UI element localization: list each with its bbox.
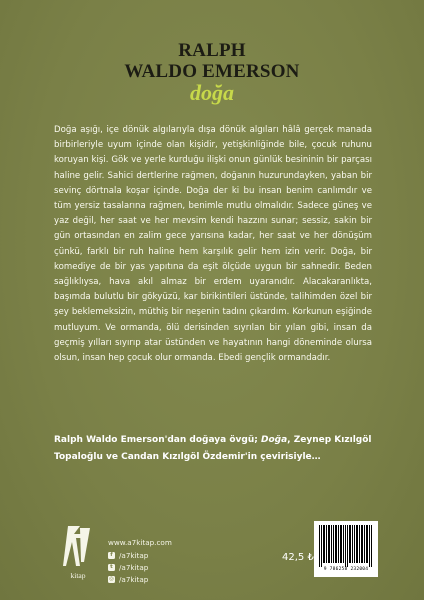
closing-part2: , Zeynep Kızılgöl Topaloğlu ve Candan Kızılgöl Özdemir'in çevirisiyle… — [54, 435, 372, 462]
barcode-number: 9 786258 232004 — [323, 567, 369, 572]
blurb-text: Doğa aşığı, içe dönük algılarıyla dışa dönük algıları hâlâ gerçek manada birbirleriyle uyum içinde olan kişidir, yetişkinliğinde bile, çocuk ruhunu koruyan kişi. Gök ve yerle kurduğu ilişki onun günlük besininin bir parçası haline gelir. Sahici dertlerine rağmen, doğanın huzurundayken, yaban bir sevinç dörtnala koşar içinde. Doğa der ki bu insan benim canlımdır ve tüm yersiz tasalarına rağmen, benimle mutlu olmalıdır. Sadece güneş ve yaz değil, her saat ve her mevsim kendi hazzını sunar; sessiz, sakin bir gün ortasından en zalim gece yarısına kadar, her saat ve her dönüşüm çünkü, farklı bir ruh haline hem karşılık gelir hem izin verir. Doğa, bir komediye de bir yas yapıtına da eşit ölçüde uygun bir sahnedir. Beden sağlıklıysa, hava akıl almaz bir erdem uyaranıdır. Alacakaranlıkta, başımda bulutlu bir gökyüzü, kar birikintileri üstünde, talihimden özel bir şey beklemeksizin, müthiş bir neşenin tadını çıkardım. Korkunun eşiğinde mutluyum. Ve ormanda, ölü derisinden sıyrılan bir yılan gibi, insan da geçmiş yılları sıyırıp atar üstünden ve hayatının hangi döneminde olursa olsun, insan hep çocuk olur ormanda. Ebedi gençlik ormandadır. — [54, 125, 372, 364]
twitter-link[interactable] — [108, 563, 148, 572]
book-title: doğa — [190, 80, 234, 105]
facebook-icon: f — [108, 552, 115, 559]
facebook-handle: /a7kitap — [119, 551, 149, 560]
closing-title: Doğa — [261, 435, 288, 445]
instagram-icon: ◎ — [109, 576, 114, 582]
closing-part1: Ralph Waldo Emerson'dan doğaya övgü; — [54, 435, 261, 445]
closing-statement — [54, 432, 372, 466]
twitter-icon: t — [108, 564, 115, 571]
twitter-handle: /a7kitap — [119, 563, 149, 572]
instagram-handle: /a7kitap — [119, 575, 149, 584]
author-last-name: WALDO EMERSON — [124, 61, 300, 82]
website-link[interactable] — [108, 538, 172, 547]
facebook-link[interactable] — [108, 551, 148, 560]
barcode-bars-icon — [318, 525, 374, 567]
publisher-logo-text: kitap — [70, 571, 86, 580]
website-text: www.a7kitap.com — [108, 538, 172, 547]
author-first-name: RALPH — [178, 40, 246, 61]
barcode — [314, 521, 378, 577]
instagram-link[interactable] — [108, 575, 148, 584]
price-label: 42,5 ₺ — [282, 552, 314, 563]
